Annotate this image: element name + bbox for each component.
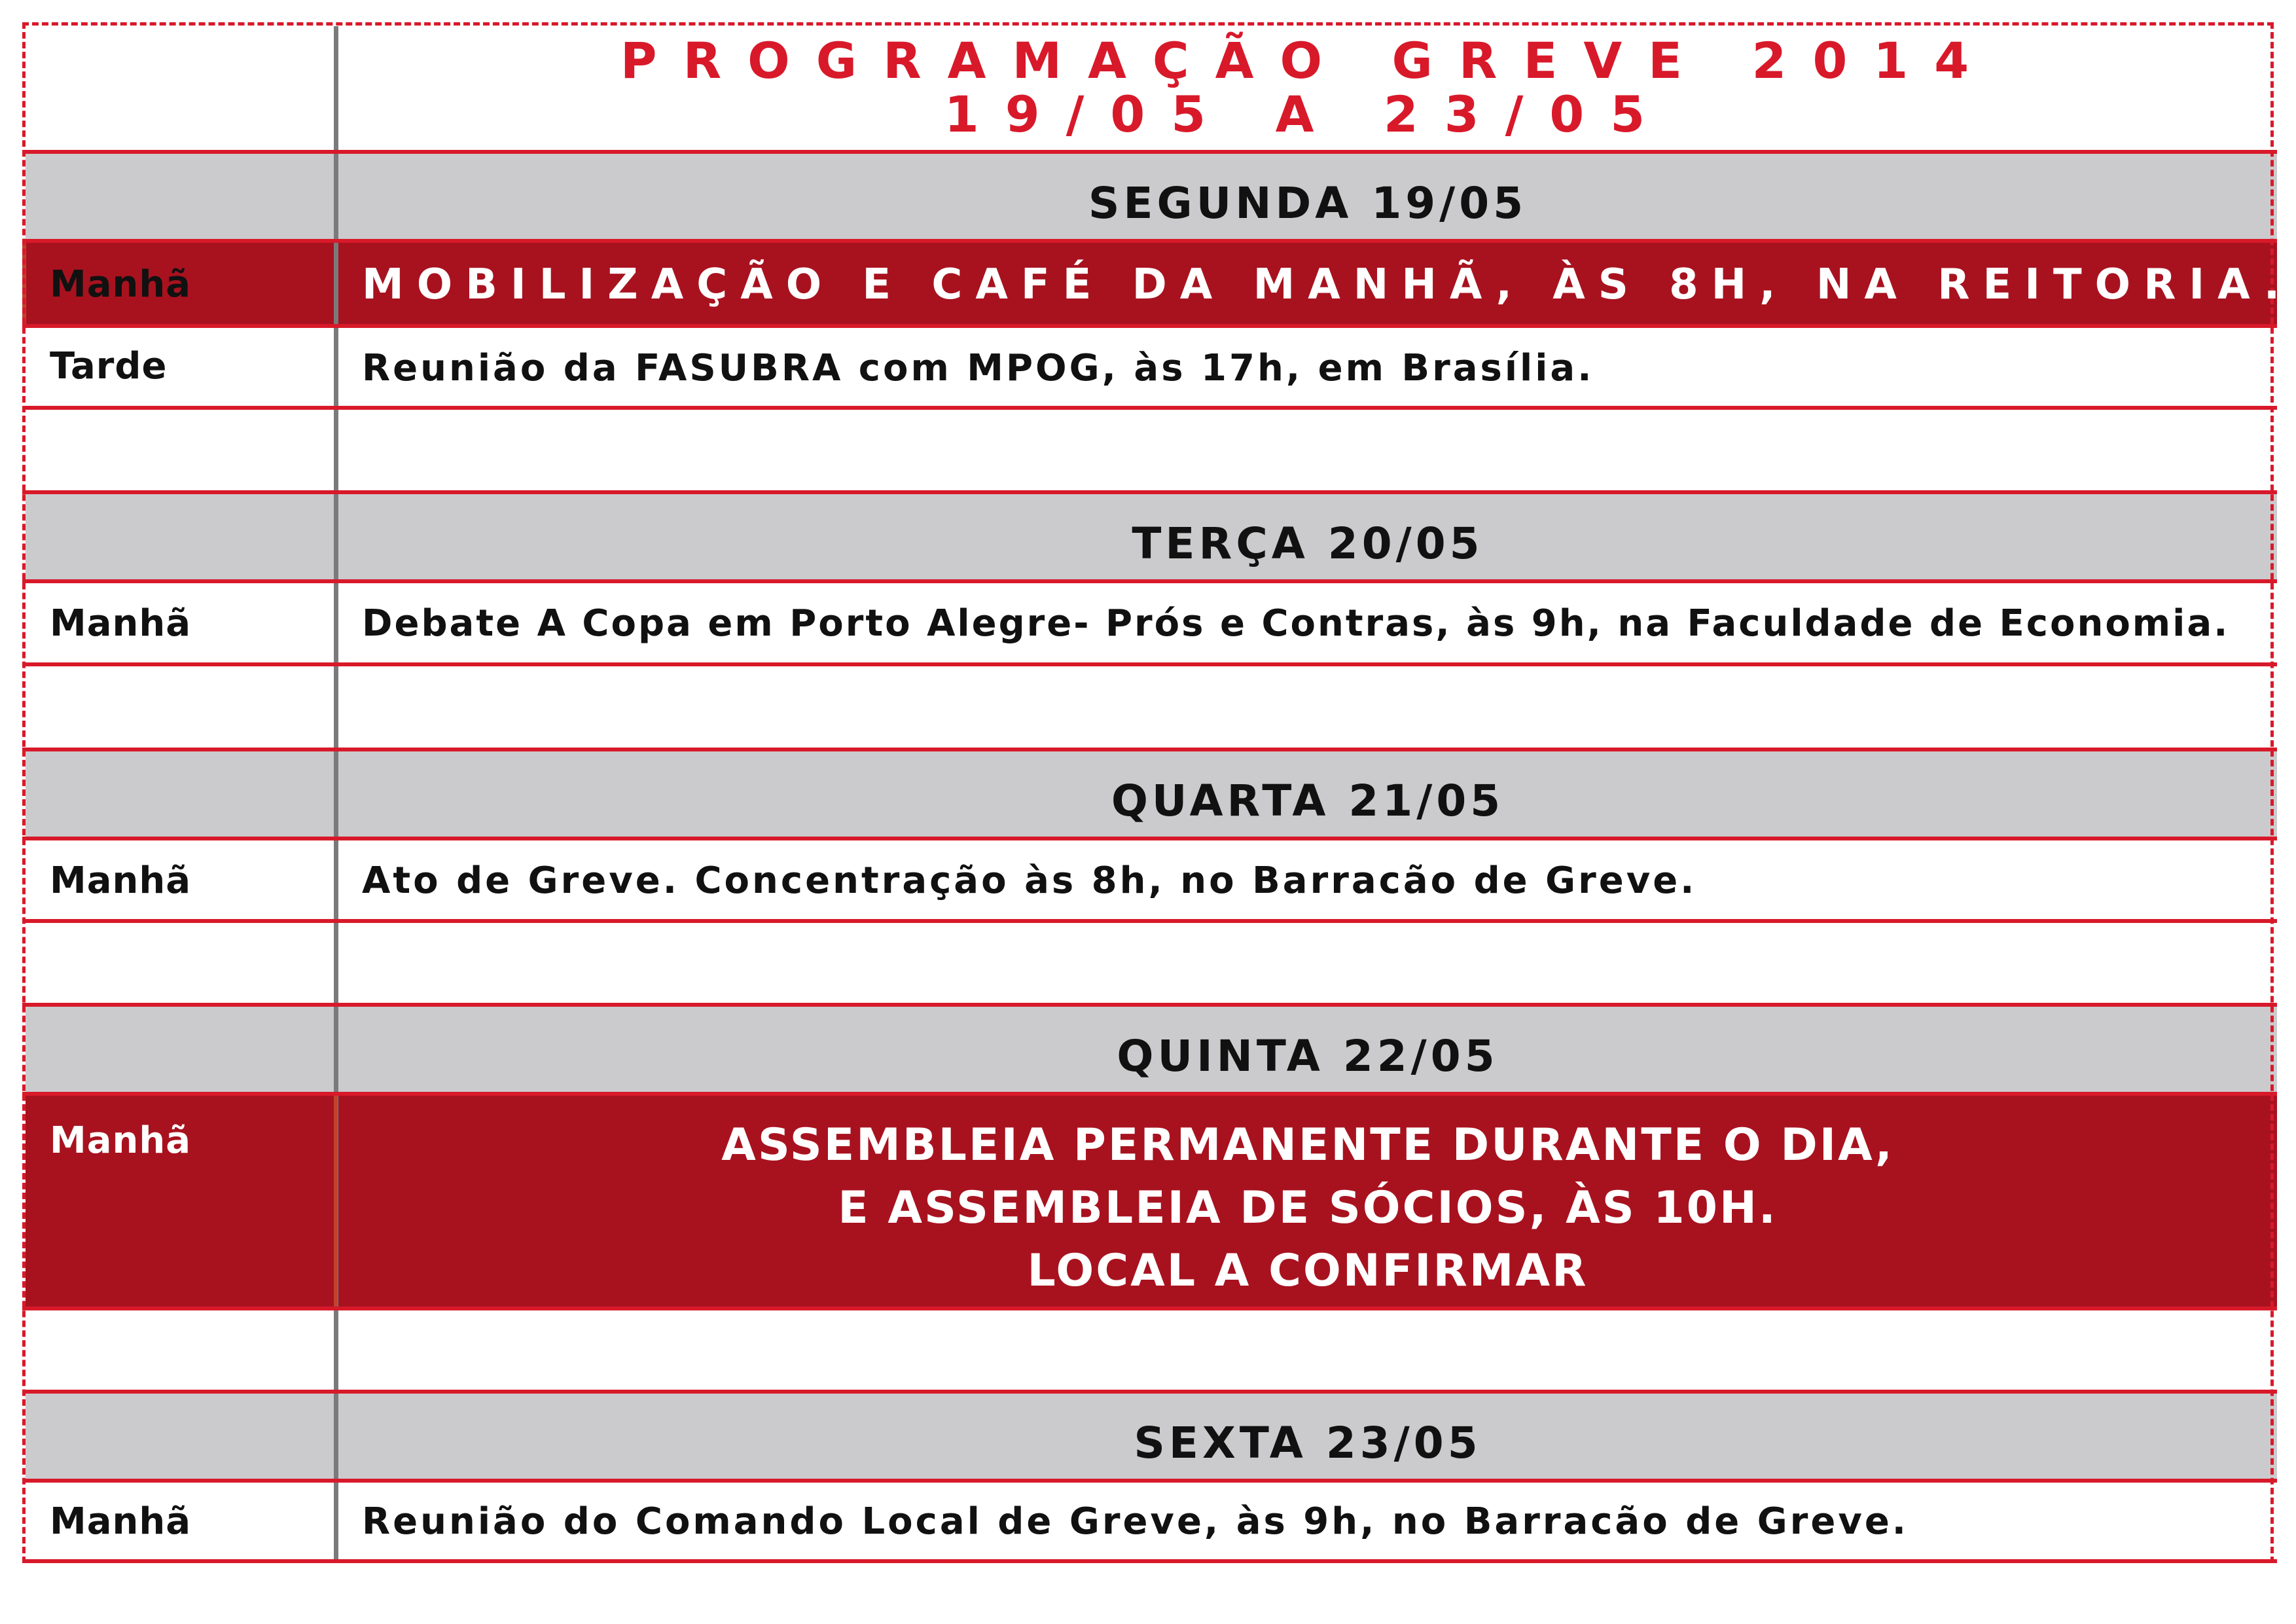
day-header-quarta: QUARTA 21/05 [1111, 776, 1505, 826]
event-text-segunda-manha: MOBILIZAÇÃO E CAFÉ DA MANHÃ, ÀS 8H, NA REITORIA. [362, 261, 2293, 309]
event-text-quinta-manha-line2: E ASSEMBLEIA DE SÓCIOS, ÀS 10H. [838, 1182, 1778, 1234]
period-label-manha: Manhã [50, 859, 192, 902]
event-text-quinta-manha-line1: ASSEMBLEIA PERMANENTE DURANTE O DIA, [721, 1119, 1894, 1171]
event-text-quarta-manha: Ato de Greve. Concentração às 8h, no Barracão de Greve. [362, 859, 1697, 902]
period-label-manha: Manhã [50, 1119, 192, 1162]
day-header-terca: TERÇA 20/05 [1132, 518, 1484, 569]
period-label-manha: Manhã [50, 602, 192, 645]
day-header-segunda: SEGUNDA 19/05 [1088, 178, 1528, 228]
event-text-segunda-tarde: Reunião da FASUBRA com MPOG, às 17h, em Brasília. [362, 347, 1594, 389]
event-text-terca-manha: Debate A Copa em Porto Alegre- Prós e Contras, às 9h, na Faculdade de Economia. [362, 602, 2230, 645]
day-header-sexta: SEXTA 23/05 [1134, 1418, 1482, 1468]
page-title: PROGRAMAÇÃO GREVE 2014 [620, 31, 1996, 90]
event-text-sexta-manha: Reunião do Comando Local de Greve, às 9h, no Barracão de Greve. [362, 1500, 1909, 1543]
period-label-manha: Manhã [50, 263, 192, 306]
page-subtitle-dates: 19/05 A 23/05 [944, 85, 1672, 143]
day-header-quinta: QUINTA 22/05 [1117, 1031, 1499, 1081]
period-label-tarde: Tarde [50, 345, 168, 388]
period-label-manha: Manhã [50, 1500, 192, 1543]
event-text-quinta-manha-line3: LOCAL A CONFIRMAR [1027, 1245, 1588, 1297]
